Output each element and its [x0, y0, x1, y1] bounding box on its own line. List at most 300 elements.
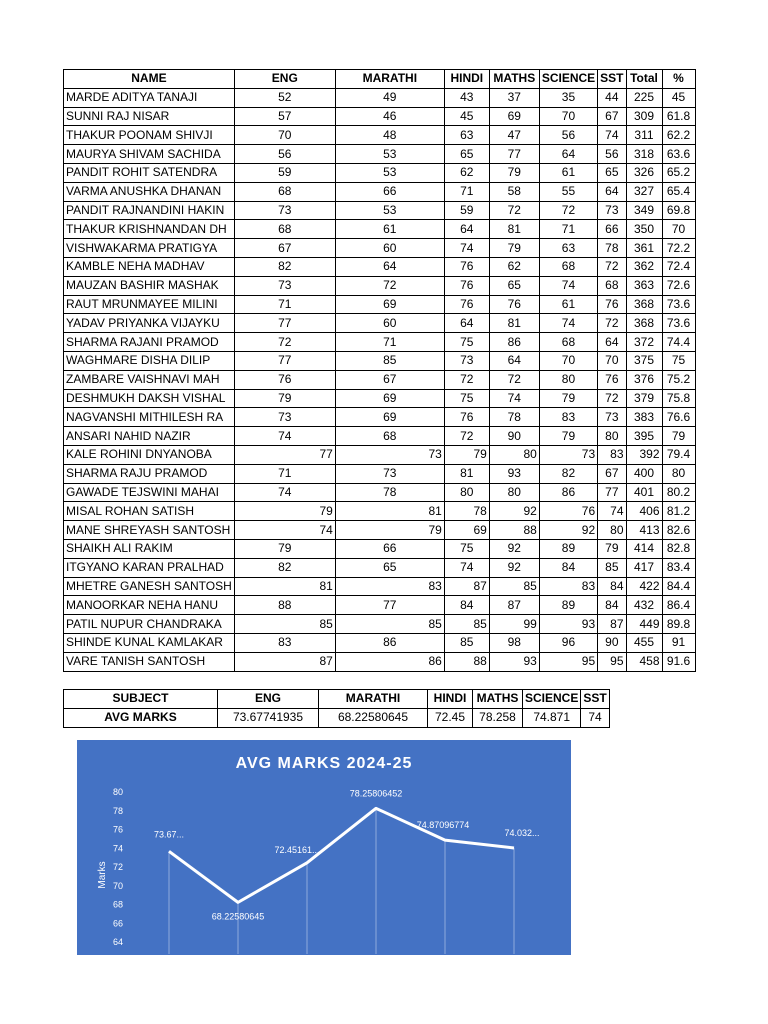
cell-sst: 87 [598, 615, 626, 634]
cell-marathi: 53 [335, 145, 444, 164]
cell-maths: 62 [489, 257, 539, 276]
cell-total: 225 [626, 88, 662, 107]
cell-marathi: 73 [335, 464, 444, 483]
cell-total: 311 [626, 126, 662, 145]
cell-sst: 76 [598, 370, 626, 389]
cell-science: 61 [539, 163, 597, 182]
cell-name: MAUZAN BASHIR MASHAK [64, 276, 235, 295]
cell-sst: 66 [598, 220, 626, 239]
cell-pct: 72.2 [662, 239, 695, 258]
table-row [64, 107, 696, 126]
cell-pct: 79.4 [662, 445, 695, 464]
cell-total: 458 [626, 652, 662, 671]
header-sst: SST [598, 70, 626, 89]
cell-total: 414 [626, 539, 662, 558]
cell-pct: 80 [662, 464, 695, 483]
cell-name: MHETRE GANESH SANTOSH [64, 577, 235, 596]
cell-total: 375 [626, 351, 662, 370]
cell-total: 406 [626, 502, 662, 521]
cell-pct: 70 [662, 220, 695, 239]
chart-title: AVG MARKS 2024-25 [235, 755, 413, 772]
cell-maths: 77 [489, 145, 539, 164]
cell-science: 84 [539, 558, 597, 577]
cell-hindi: 76 [444, 257, 489, 276]
cell-eng: 68 [234, 220, 335, 239]
cell-marathi: 66 [335, 182, 444, 201]
data-label: 74.87096774 [416, 820, 470, 831]
avg-header-sst: SST [581, 690, 609, 709]
cell-total: 417 [626, 558, 662, 577]
cell-science: 55 [539, 182, 597, 201]
table-row [64, 445, 696, 464]
cell-sst: 72 [598, 314, 626, 333]
cell-eng: 74 [234, 483, 335, 502]
cell-pct: 75.2 [662, 370, 695, 389]
cell-sst: 84 [598, 577, 626, 596]
marks-table [63, 69, 696, 672]
table-row [64, 483, 696, 502]
cell-science: 35 [539, 88, 597, 107]
cell-eng: 73 [234, 408, 335, 427]
cell-pct: 65.4 [662, 182, 695, 201]
cell-marathi: 83 [335, 577, 444, 596]
cell-pct: 79 [662, 427, 695, 446]
cell-eng: 76 [234, 370, 335, 389]
table-row [64, 389, 696, 408]
cell-maths: 99 [489, 615, 539, 634]
cell-total: 400 [626, 464, 662, 483]
data-label: 68.22580645 [211, 911, 265, 922]
cell-hindi: 64 [444, 220, 489, 239]
cell-science: 92 [539, 521, 597, 540]
table-row [64, 539, 696, 558]
cell-marathi: 60 [335, 239, 444, 258]
cell-marathi: 61 [335, 220, 444, 239]
y-axis-title: Marks [97, 861, 108, 889]
cell-science: 83 [539, 577, 597, 596]
cell-sst: 44 [598, 88, 626, 107]
cell-maths: 72 [489, 201, 539, 220]
cell-science: 95 [539, 652, 597, 671]
table-row [64, 145, 696, 164]
cell-pct: 72.6 [662, 276, 695, 295]
cell-marathi: 72 [335, 276, 444, 295]
cell-science: 61 [539, 295, 597, 314]
cell-marathi: 68 [335, 427, 444, 446]
cell-sst: 73 [598, 201, 626, 220]
cell-name: MAURYA SHIVAM SACHIDA [64, 145, 235, 164]
cell-total: 432 [626, 596, 662, 615]
cell-sst: 65 [598, 163, 626, 182]
cell-maths: 80 [489, 483, 539, 502]
header-hindi: HINDI [444, 70, 489, 89]
cell-hindi: 74 [444, 239, 489, 258]
cell-science: 73 [539, 445, 597, 464]
avg-header-hindi: HINDI [428, 690, 473, 709]
cell-name: KALE ROHINI DNYANOBA [64, 445, 235, 464]
cell-maths: 65 [489, 276, 539, 295]
cell-maths: 37 [489, 88, 539, 107]
cell-total: 422 [626, 577, 662, 596]
cell-eng: 70 [234, 126, 335, 145]
cell-total: 395 [626, 427, 662, 446]
cell-pct: 73.6 [662, 314, 695, 333]
data-label: 78.25806452 [349, 788, 403, 799]
cell-eng: 57 [234, 107, 335, 126]
avg-header-maths: MATHS [473, 690, 523, 709]
header-eng: ENG [234, 70, 335, 89]
table-row [64, 596, 696, 615]
cell-pct: 72.4 [662, 257, 695, 276]
cell-eng: 82 [234, 558, 335, 577]
cell-name: SHAIKH ALI RAKIM [64, 539, 235, 558]
cell-pct: 61.8 [662, 107, 695, 126]
cell-sst: 72 [598, 257, 626, 276]
cell-sst: 85 [598, 558, 626, 577]
cell-marathi: 66 [335, 539, 444, 558]
cell-science: 74 [539, 314, 597, 333]
cell-total: 327 [626, 182, 662, 201]
cell-total: 376 [626, 370, 662, 389]
cell-eng: 72 [234, 333, 335, 352]
y-tick-label: 74 [112, 843, 123, 854]
cell-sst: 70 [598, 351, 626, 370]
avg-eng: 73.67741935 [218, 708, 319, 727]
cell-hindi: 59 [444, 201, 489, 220]
table-row [64, 239, 696, 258]
table-row [64, 295, 696, 314]
cell-hindi: 64 [444, 314, 489, 333]
cell-eng: 74 [234, 521, 335, 540]
avg-header-science: SCIENCE [523, 690, 581, 709]
cell-name: ITGYANO KARAN PRALHAD [64, 558, 235, 577]
avg-marathi: 68.22580645 [319, 708, 428, 727]
cell-maths: 80 [489, 445, 539, 464]
cell-pct: 63.6 [662, 145, 695, 164]
cell-science: 76 [539, 502, 597, 521]
cell-hindi: 88 [444, 652, 489, 671]
header-maths: MATHS [489, 70, 539, 89]
cell-pct: 45 [662, 88, 695, 107]
avg-values-row [64, 708, 610, 727]
cell-total: 326 [626, 163, 662, 182]
cell-maths: 87 [489, 596, 539, 615]
cell-total: 362 [626, 257, 662, 276]
cell-eng: 56 [234, 145, 335, 164]
cell-marathi: 53 [335, 201, 444, 220]
cell-name: PATIL NUPUR CHANDRAKA [64, 615, 235, 634]
cell-maths: 88 [489, 521, 539, 540]
avg-header-subject: SUBJECT [64, 690, 218, 709]
cell-name: GAWADE TEJSWINI MAHAI [64, 483, 235, 502]
cell-eng: 67 [234, 239, 335, 258]
cell-total: 361 [626, 239, 662, 258]
cell-maths: 93 [489, 652, 539, 671]
cell-science: 79 [539, 427, 597, 446]
y-tick-label: 66 [112, 918, 123, 929]
cell-hindi: 84 [444, 596, 489, 615]
cell-total: 379 [626, 389, 662, 408]
table-row [64, 633, 696, 652]
header-total: Total [626, 70, 662, 89]
cell-hindi: 76 [444, 408, 489, 427]
cell-pct: 69.8 [662, 201, 695, 220]
cell-name: NAGVANSHI MITHILESH RA [64, 408, 235, 427]
cell-eng: 79 [234, 502, 335, 521]
cell-marathi: 86 [335, 652, 444, 671]
cell-science: 72 [539, 201, 597, 220]
cell-pct: 65.2 [662, 163, 695, 182]
cell-pct: 82.6 [662, 521, 695, 540]
cell-sst: 64 [598, 182, 626, 201]
table-row [64, 351, 696, 370]
cell-sst: 77 [598, 483, 626, 502]
cell-name: THAKUR POONAM SHIVJI [64, 126, 235, 145]
cell-pct: 81.2 [662, 502, 695, 521]
cell-name: WAGHMARE DISHA DILIP [64, 351, 235, 370]
data-label: 74.032... [504, 827, 540, 838]
avg-header-eng: ENG [218, 690, 319, 709]
cell-marathi: 85 [335, 351, 444, 370]
cell-marathi: 85 [335, 615, 444, 634]
cell-science: 82 [539, 464, 597, 483]
table-row [64, 257, 696, 276]
table-row [64, 558, 696, 577]
cell-hindi: 71 [444, 182, 489, 201]
header-percent: % [662, 70, 695, 89]
cell-science: 68 [539, 333, 597, 352]
cell-science: 86 [539, 483, 597, 502]
cell-hindi: 75 [444, 333, 489, 352]
cell-hindi: 85 [444, 615, 489, 634]
cell-eng: 71 [234, 464, 335, 483]
cell-hindi: 75 [444, 539, 489, 558]
cell-maths: 72 [489, 370, 539, 389]
cell-hindi: 75 [444, 389, 489, 408]
y-tick-label: 78 [112, 805, 123, 816]
table-row [64, 577, 696, 596]
cell-pct: 84.4 [662, 577, 695, 596]
cell-hindi: 74 [444, 558, 489, 577]
table-row [64, 126, 696, 145]
header-science: SCIENCE [539, 70, 597, 89]
cell-pct: 86.4 [662, 596, 695, 615]
cell-sst: 95 [598, 652, 626, 671]
cell-sst: 68 [598, 276, 626, 295]
header-name: NAME [64, 70, 235, 89]
y-tick-label: 70 [112, 880, 123, 891]
cell-name: PANDIT ROHIT SATENDRA [64, 163, 235, 182]
cell-maths: 92 [489, 558, 539, 577]
cell-name: THAKUR KRISHNANDAN DH [64, 220, 235, 239]
cell-total: 372 [626, 333, 662, 352]
cell-science: 64 [539, 145, 597, 164]
cell-hindi: 78 [444, 502, 489, 521]
cell-science: 93 [539, 615, 597, 634]
cell-maths: 74 [489, 389, 539, 408]
cell-science: 79 [539, 389, 597, 408]
cell-marathi: 78 [335, 483, 444, 502]
cell-pct: 91 [662, 633, 695, 652]
cell-marathi: 81 [335, 502, 444, 521]
cell-name: VISHWAKARMA PRATIGYA [64, 239, 235, 258]
table-row [64, 408, 696, 427]
cell-pct: 82.8 [662, 539, 695, 558]
cell-pct: 62.2 [662, 126, 695, 145]
cell-total: 349 [626, 201, 662, 220]
avg-hindi: 72.45 [428, 708, 473, 727]
cell-hindi: 80 [444, 483, 489, 502]
cell-eng: 71 [234, 295, 335, 314]
cell-name: SHARMA RAJANI PRAMOD [64, 333, 235, 352]
table-row [64, 201, 696, 220]
cell-marathi: 77 [335, 596, 444, 615]
cell-maths: 58 [489, 182, 539, 201]
cell-hindi: 79 [444, 445, 489, 464]
header-marathi: MARATHI [335, 70, 444, 89]
cell-sst: 73 [598, 408, 626, 427]
table-row [64, 370, 696, 389]
cell-marathi: 64 [335, 257, 444, 276]
cell-marathi: 60 [335, 314, 444, 333]
table-row [64, 502, 696, 521]
cell-pct: 74.4 [662, 333, 695, 352]
cell-marathi: 69 [335, 389, 444, 408]
marks-table-body [64, 88, 696, 671]
cell-hindi: 76 [444, 295, 489, 314]
cell-eng: 87 [234, 652, 335, 671]
cell-science: 96 [539, 633, 597, 652]
avg-science: 74.871 [523, 708, 581, 727]
cell-name: RAUT MRUNMAYEE MILINI [64, 295, 235, 314]
avg-row-label: AVG MARKS [64, 708, 218, 727]
cell-eng: 77 [234, 445, 335, 464]
cell-pct: 75 [662, 351, 695, 370]
cell-pct: 75.8 [662, 389, 695, 408]
cell-eng: 52 [234, 88, 335, 107]
cell-maths: 86 [489, 333, 539, 352]
cell-maths: 98 [489, 633, 539, 652]
cell-sst: 83 [598, 445, 626, 464]
cell-science: 89 [539, 596, 597, 615]
cell-total: 368 [626, 314, 662, 333]
cell-name: SUNNI RAJ NISAR [64, 107, 235, 126]
y-tick-label: 64 [112, 937, 123, 947]
cell-marathi: 69 [335, 295, 444, 314]
y-tick-label: 76 [112, 824, 123, 835]
cell-total: 383 [626, 408, 662, 427]
avg-marks-table [63, 689, 610, 728]
avg-marks-line-chart [77, 740, 571, 955]
cell-eng: 77 [234, 314, 335, 333]
cell-marathi: 69 [335, 408, 444, 427]
y-tick-label: 80 [112, 787, 123, 797]
cell-hindi: 72 [444, 427, 489, 446]
cell-pct: 73.6 [662, 295, 695, 314]
cell-name: MANE SHREYASH SANTOSH [64, 521, 235, 540]
cell-hindi: 45 [444, 107, 489, 126]
cell-sst: 56 [598, 145, 626, 164]
cell-marathi: 53 [335, 163, 444, 182]
cell-hindi: 76 [444, 276, 489, 295]
cell-name: SHINDE KUNAL KAMLAKAR [64, 633, 235, 652]
cell-sst: 84 [598, 596, 626, 615]
cell-science: 63 [539, 239, 597, 258]
cell-pct: 83.4 [662, 558, 695, 577]
cell-hindi: 73 [444, 351, 489, 370]
table-row [64, 427, 696, 446]
cell-sst: 80 [598, 521, 626, 540]
cell-eng: 81 [234, 577, 335, 596]
cell-maths: 92 [489, 539, 539, 558]
cell-maths: 76 [489, 295, 539, 314]
cell-maths: 90 [489, 427, 539, 446]
cell-hindi: 87 [444, 577, 489, 596]
cell-marathi: 67 [335, 370, 444, 389]
table-row [64, 88, 696, 107]
cell-pct: 76.6 [662, 408, 695, 427]
avg-header-marathi: MARATHI [319, 690, 428, 709]
y-axis-ticks [113, 787, 123, 947]
table-row [64, 182, 696, 201]
cell-eng: 68 [234, 182, 335, 201]
cell-sst: 74 [598, 126, 626, 145]
cell-marathi: 49 [335, 88, 444, 107]
cell-name: VARE TANISH SANTOSH [64, 652, 235, 671]
cell-sst: 67 [598, 464, 626, 483]
cell-science: 70 [539, 107, 597, 126]
cell-name: DESHMUKH DAKSH VISHAL [64, 389, 235, 408]
cell-marathi: 73 [335, 445, 444, 464]
cell-name: MARDE ADITYA TANAJI [64, 88, 235, 107]
cell-marathi: 65 [335, 558, 444, 577]
cell-total: 413 [626, 521, 662, 540]
cell-science: 56 [539, 126, 597, 145]
cell-maths: 79 [489, 239, 539, 258]
cell-eng: 82 [234, 257, 335, 276]
cell-sst: 64 [598, 333, 626, 352]
cell-eng: 85 [234, 615, 335, 634]
y-tick-label: 72 [112, 862, 123, 872]
cell-eng: 73 [234, 276, 335, 295]
cell-science: 70 [539, 351, 597, 370]
cell-total: 401 [626, 483, 662, 502]
cell-maths: 64 [489, 351, 539, 370]
cell-sst: 79 [598, 539, 626, 558]
cell-eng: 77 [234, 351, 335, 370]
cell-total: 368 [626, 295, 662, 314]
table-row [64, 276, 696, 295]
table-row [64, 220, 696, 239]
cell-maths: 93 [489, 464, 539, 483]
cell-pct: 80.2 [662, 483, 695, 502]
cell-science: 71 [539, 220, 597, 239]
cell-name: ZAMBARE VAISHNAVI MAH [64, 370, 235, 389]
cell-eng: 74 [234, 427, 335, 446]
cell-name: SHARMA RAJU PRAMOD [64, 464, 235, 483]
cell-eng: 83 [234, 633, 335, 652]
cell-name: YADAV PRIYANKA VIJAYKU [64, 314, 235, 333]
table-row [64, 314, 696, 333]
cell-science: 89 [539, 539, 597, 558]
cell-eng: 88 [234, 596, 335, 615]
cell-hindi: 81 [444, 464, 489, 483]
cell-total: 455 [626, 633, 662, 652]
cell-sst: 74 [598, 502, 626, 521]
avg-sst: 74 [581, 708, 609, 727]
cell-eng: 79 [234, 389, 335, 408]
cell-science: 74 [539, 276, 597, 295]
